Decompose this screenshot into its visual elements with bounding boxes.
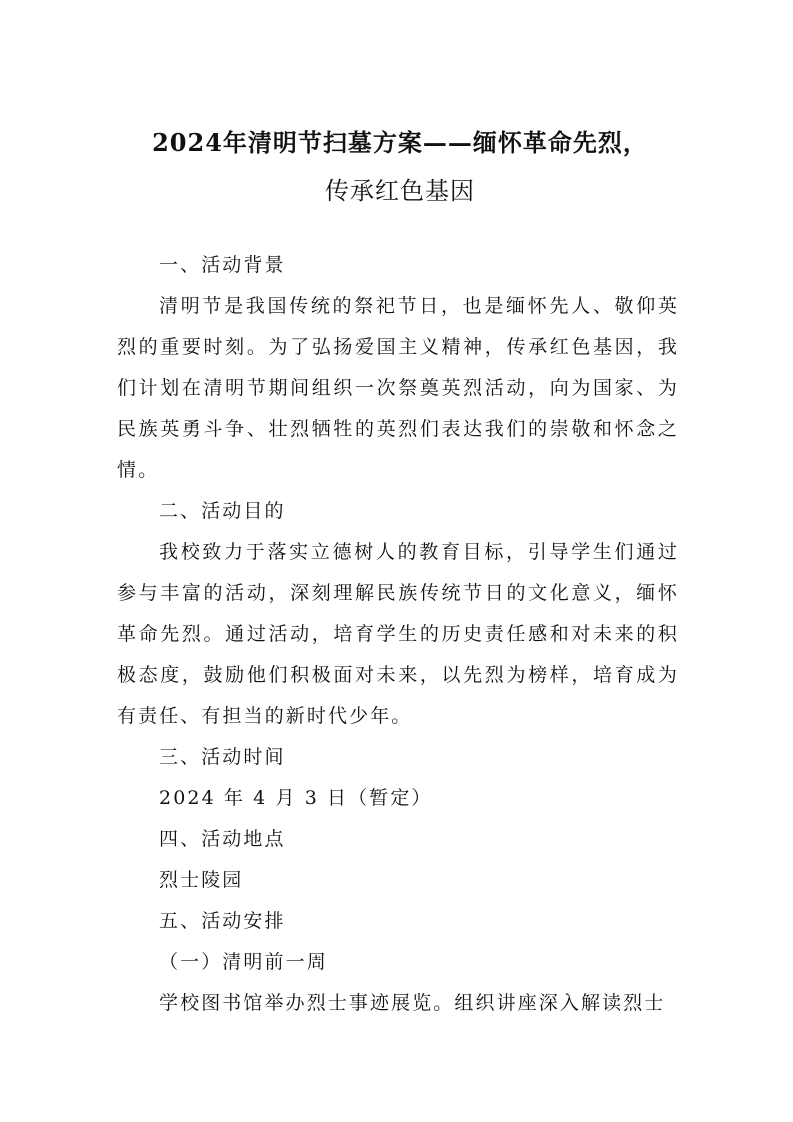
section-heading-location: 四、活动地点 <box>159 828 286 850</box>
paragraph-schedule: 学校图书馆举办烈士事迹展览。组织讲座深入解读烈士 <box>159 992 666 1014</box>
title-line-1: 2024年清明节扫墓方案——缅怀革命先烈， <box>152 128 648 157</box>
paragraph-location: 烈士陵园 <box>159 869 244 891</box>
paragraph-purpose: 我校致力于落实立德树人的教育目标，引导学生们通过参与丰富的活动，深刻理解民族传统节日的文化意义，缅怀革命先烈。通过活动，培育学生的历史责任感和对未来的积极态度，鼓励他们积极面对未来，以先烈为榜样，培育成为有责任、有担当的新时代少年。 <box>117 541 679 727</box>
section-heading-time: 三、活动时间 <box>159 746 286 768</box>
subheading-week-before: （一）清明前一周 <box>159 951 328 973</box>
section-heading-schedule: 五、活动安排 <box>159 910 286 932</box>
section-heading-background: 一、活动背景 <box>159 254 286 276</box>
document-body <box>117 245 679 1024</box>
section-heading-purpose: 二、活动目的 <box>159 500 286 522</box>
paragraph-time: 2024 年 4 月 3 日（暂定） <box>159 787 433 809</box>
paragraph-background: 清明节是我国传统的祭祀节日，也是缅怀先人、敬仰英烈的重要时刻。为了弘扬爱国主义精神，传承红色基因，我们计划在清明节期间组织一次祭奠英烈活动，向为国家、为民族英勇斗争、壮烈牺牲的英烈们表达我们的崇敬和怀念之情。 <box>117 295 679 481</box>
title-line-2: 传承红色基因 <box>325 177 475 205</box>
